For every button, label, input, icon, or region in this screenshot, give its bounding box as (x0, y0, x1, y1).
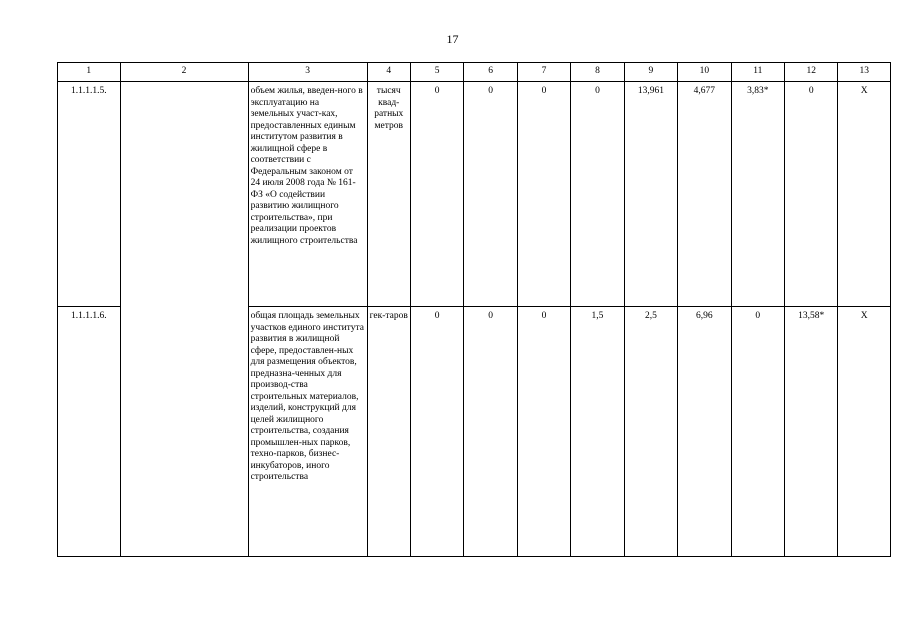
value-cell: 6,96 (678, 307, 731, 557)
column-header: 3 (248, 63, 367, 82)
value-cell: 3,83* (731, 82, 784, 307)
column-header: 13 (838, 63, 891, 82)
column-header: 1 (58, 63, 121, 82)
column-header: 5 (410, 63, 463, 82)
value-cell: 0 (517, 82, 570, 307)
merged-column-2-cell (120, 82, 248, 557)
column-header: 9 (624, 63, 677, 82)
indicator-name: общая площадь земельных участков единого института развития в жилищной сфере, предоставлен-ных для размещения объектов, предназна-ченных для производ-ства строительных материалов, изделий, конструкций для целей жилищного строительства, создания промышлен-ных парков, техно-парков, бизнес-инкубаторов, иного строительства (248, 307, 367, 557)
column-header: 2 (120, 63, 248, 82)
column-header: 12 (785, 63, 838, 82)
row-code: 1.1.1.1.5. (58, 82, 121, 307)
value-cell: 0 (517, 307, 570, 557)
value-cell: 13,961 (624, 82, 677, 307)
unit-cell: тысяч квад-ратных метров (367, 82, 410, 307)
value-cell: 0 (464, 82, 517, 307)
value-cell: 0 (410, 82, 463, 307)
value-cell: 0 (571, 82, 624, 307)
value-cell: 4,677 (678, 82, 731, 307)
value-cell: X (838, 307, 891, 557)
value-cell: 2,5 (624, 307, 677, 557)
header-row (58, 63, 891, 82)
column-header: 8 (571, 63, 624, 82)
table-row (58, 82, 891, 307)
value-cell: 0 (464, 307, 517, 557)
value-cell: X (838, 82, 891, 307)
column-header: 4 (367, 63, 410, 82)
value-cell: 1,5 (571, 307, 624, 557)
row-code: 1.1.1.1.6. (58, 307, 121, 557)
indicator-name: объем жилья, введен-ного в эксплуатацию на земельных участ-ках, предоставленных единым институтом развития в жилищной сфере в соответствии с Федеральным законом от 24 июля 2008 года № 161-ФЗ «О содействии развитию жилищного строительства», при реализации проектов жилищного строительства (248, 82, 367, 307)
page-number: 17 (446, 32, 459, 46)
value-cell: 0 (731, 307, 784, 557)
value-cell: 13,58* (785, 307, 838, 557)
value-cell: 0 (785, 82, 838, 307)
column-header: 7 (517, 63, 570, 82)
indicators-table (57, 62, 891, 557)
column-header: 6 (464, 63, 517, 82)
column-header: 10 (678, 63, 731, 82)
unit-cell: гек-таров (367, 307, 410, 557)
value-cell: 0 (410, 307, 463, 557)
column-header: 11 (731, 63, 784, 82)
